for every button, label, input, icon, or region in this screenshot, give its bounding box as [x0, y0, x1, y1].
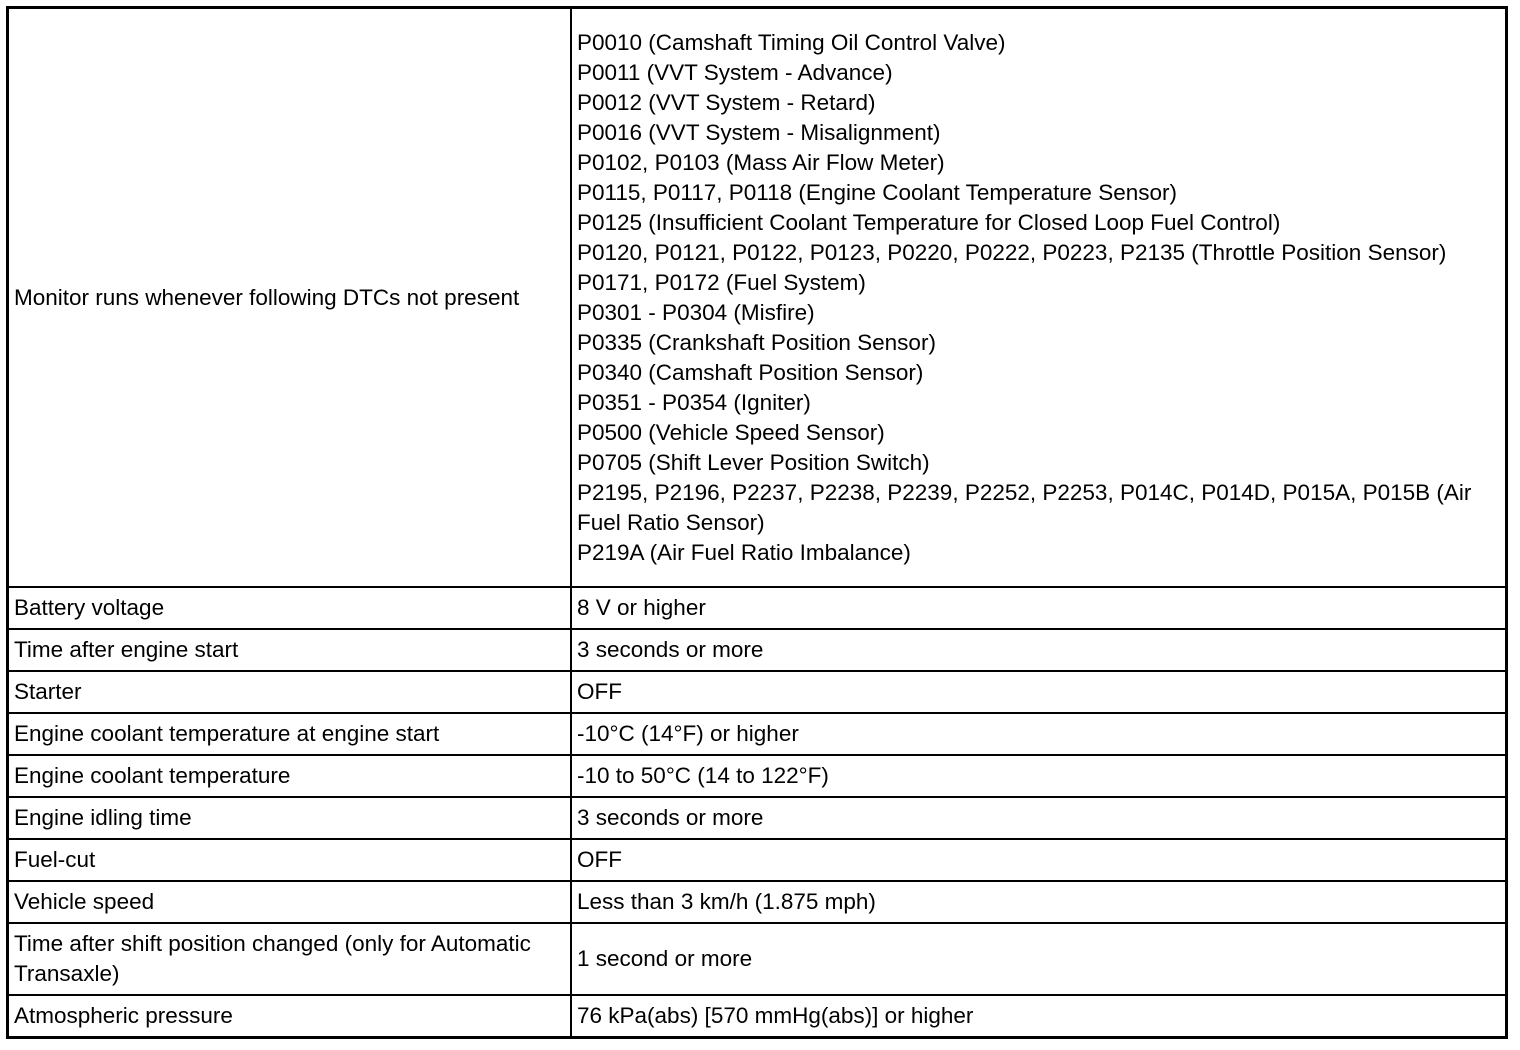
table-row: [8, 881, 1507, 923]
table-row: [8, 713, 1507, 755]
dtc-item: P0010 (Camshaft Timing Oil Control Valve): [577, 29, 1006, 55]
dtc-item: P0335 (Crankshaft Position Sensor): [577, 329, 936, 355]
dtc-item: P0016 (VVT System - Misalignment): [577, 119, 941, 145]
table-row: [8, 587, 1507, 629]
condition-cell: Time after shift position changed (only for Automatic Transaxle): [8, 923, 572, 995]
condition-cell: Battery voltage: [8, 587, 572, 629]
table-row: [8, 755, 1507, 797]
dtc-item: P0115, P0117, P0118 (Engine Coolant Temperature Sensor): [577, 179, 1177, 205]
table-row: [8, 839, 1507, 881]
value-cell: 3 seconds or more: [571, 629, 1507, 671]
value-cell: OFF: [571, 671, 1507, 713]
dtc-list-cell: [571, 8, 1507, 588]
value-cell: 76 kPa(abs) [570 mmHg(abs)] or higher: [571, 995, 1507, 1038]
condition-cell: Engine coolant temperature at engine start: [8, 713, 572, 755]
dtc-item: P219A (Air Fuel Ratio Imbalance): [577, 539, 911, 565]
dtc-item: P0125 (Insufficient Coolant Temperature for Closed Loop Fuel Control): [577, 209, 1281, 235]
value-cell: 1 second or more: [571, 923, 1507, 995]
table-row: [8, 995, 1507, 1038]
dtc-item: P0120, P0121, P0122, P0123, P0220, P0222, P0223, P2135 (Throttle Position Sensor): [577, 239, 1447, 265]
table-row: [8, 671, 1507, 713]
condition-cell: Time after engine start: [8, 629, 572, 671]
table-row: [8, 923, 1507, 995]
dtc-item: P0500 (Vehicle Speed Sensor): [577, 419, 885, 445]
condition-cell: Fuel-cut: [8, 839, 572, 881]
dtc-item: P0340 (Camshaft Position Sensor): [577, 359, 924, 385]
value-cell: -10 to 50°C (14 to 122°F): [571, 755, 1507, 797]
condition-cell: Atmospheric pressure: [8, 995, 572, 1038]
monitor-conditions-table: [6, 6, 1508, 1039]
value-cell: Less than 3 km/h (1.875 mph): [571, 881, 1507, 923]
table-row-dtcs: [8, 8, 1507, 588]
value-cell: 8 V or higher: [571, 587, 1507, 629]
dtc-item: P0301 - P0304 (Misfire): [577, 299, 815, 325]
table-row: [8, 797, 1507, 839]
dtc-item: P0012 (VVT System - Retard): [577, 89, 876, 115]
dtc-item: P2195, P2196, P2237, P2238, P2239, P2252, P2253, P014C, P014D, P015A, P015B (Air Fuel Ratio Sensor): [577, 479, 1472, 535]
condition-cell: Engine idling time: [8, 797, 572, 839]
table-row: [8, 629, 1507, 671]
dtc-item: P0171, P0172 (Fuel System): [577, 269, 866, 295]
condition-cell: Vehicle speed: [8, 881, 572, 923]
dtc-item: P0351 - P0354 (Igniter): [577, 389, 811, 415]
value-cell: -10°C (14°F) or higher: [571, 713, 1507, 755]
condition-cell: Monitor runs whenever following DTCs not present: [8, 8, 572, 588]
value-cell: OFF: [571, 839, 1507, 881]
condition-cell: Starter: [8, 671, 572, 713]
condition-cell: Engine coolant temperature: [8, 755, 572, 797]
value-cell: 3 seconds or more: [571, 797, 1507, 839]
dtc-item: P0705 (Shift Lever Position Switch): [577, 449, 930, 475]
dtc-item: P0102, P0103 (Mass Air Flow Meter): [577, 149, 945, 175]
dtc-item: P0011 (VVT System - Advance): [577, 59, 893, 85]
